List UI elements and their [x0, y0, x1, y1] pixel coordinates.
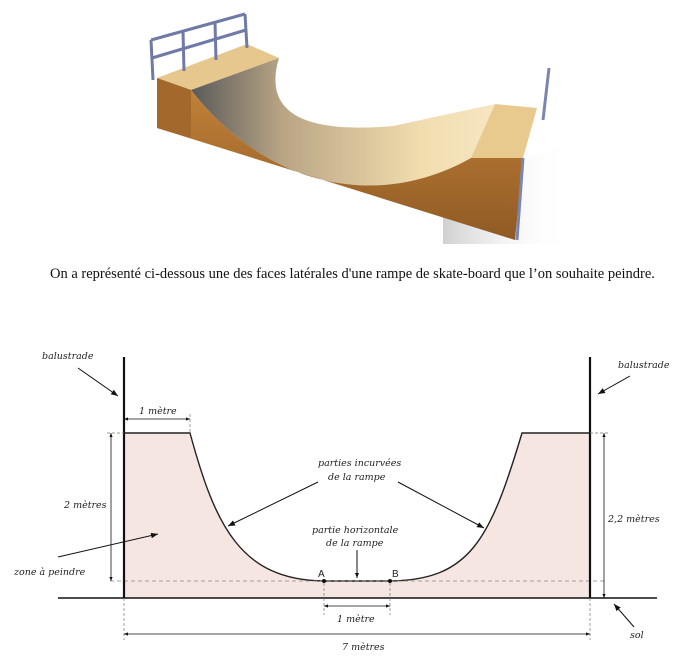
label-two-meters: 2 mètres — [64, 500, 107, 511]
label-ground: sol — [630, 630, 644, 641]
label-point-b: B — [392, 569, 399, 580]
ramp-side-diagram — [0, 340, 695, 659]
label-point-a: A — [318, 569, 325, 580]
label-curved-parts-line2: de la rampe — [328, 472, 386, 483]
label-one-meter-bottom: 1 mètre — [337, 614, 375, 625]
label-horizontal-part-line2: de la rampe — [326, 538, 384, 549]
label-horizontal-part-line1: partie horizontale — [312, 525, 399, 536]
label-balustrade-right: balustrade — [618, 360, 670, 371]
label-curved-parts-line1: parties incurvées — [318, 458, 402, 469]
label-balustrade-left: balustrade — [42, 351, 94, 362]
intro-paragraph: On a représenté ci-dessous une des faces latérales d'une rampe de skate-board que l’on souhaite peindre. — [50, 266, 655, 282]
skate-ramp-photo — [143, 8, 569, 244]
label-zone-to-paint: zone à peindre — [14, 567, 86, 578]
label-one-meter-top: 1 mètre — [139, 406, 177, 417]
label-two-two-meters: 2,2 mètres — [608, 514, 660, 525]
label-seven-meters: 7 mètres — [342, 642, 385, 653]
